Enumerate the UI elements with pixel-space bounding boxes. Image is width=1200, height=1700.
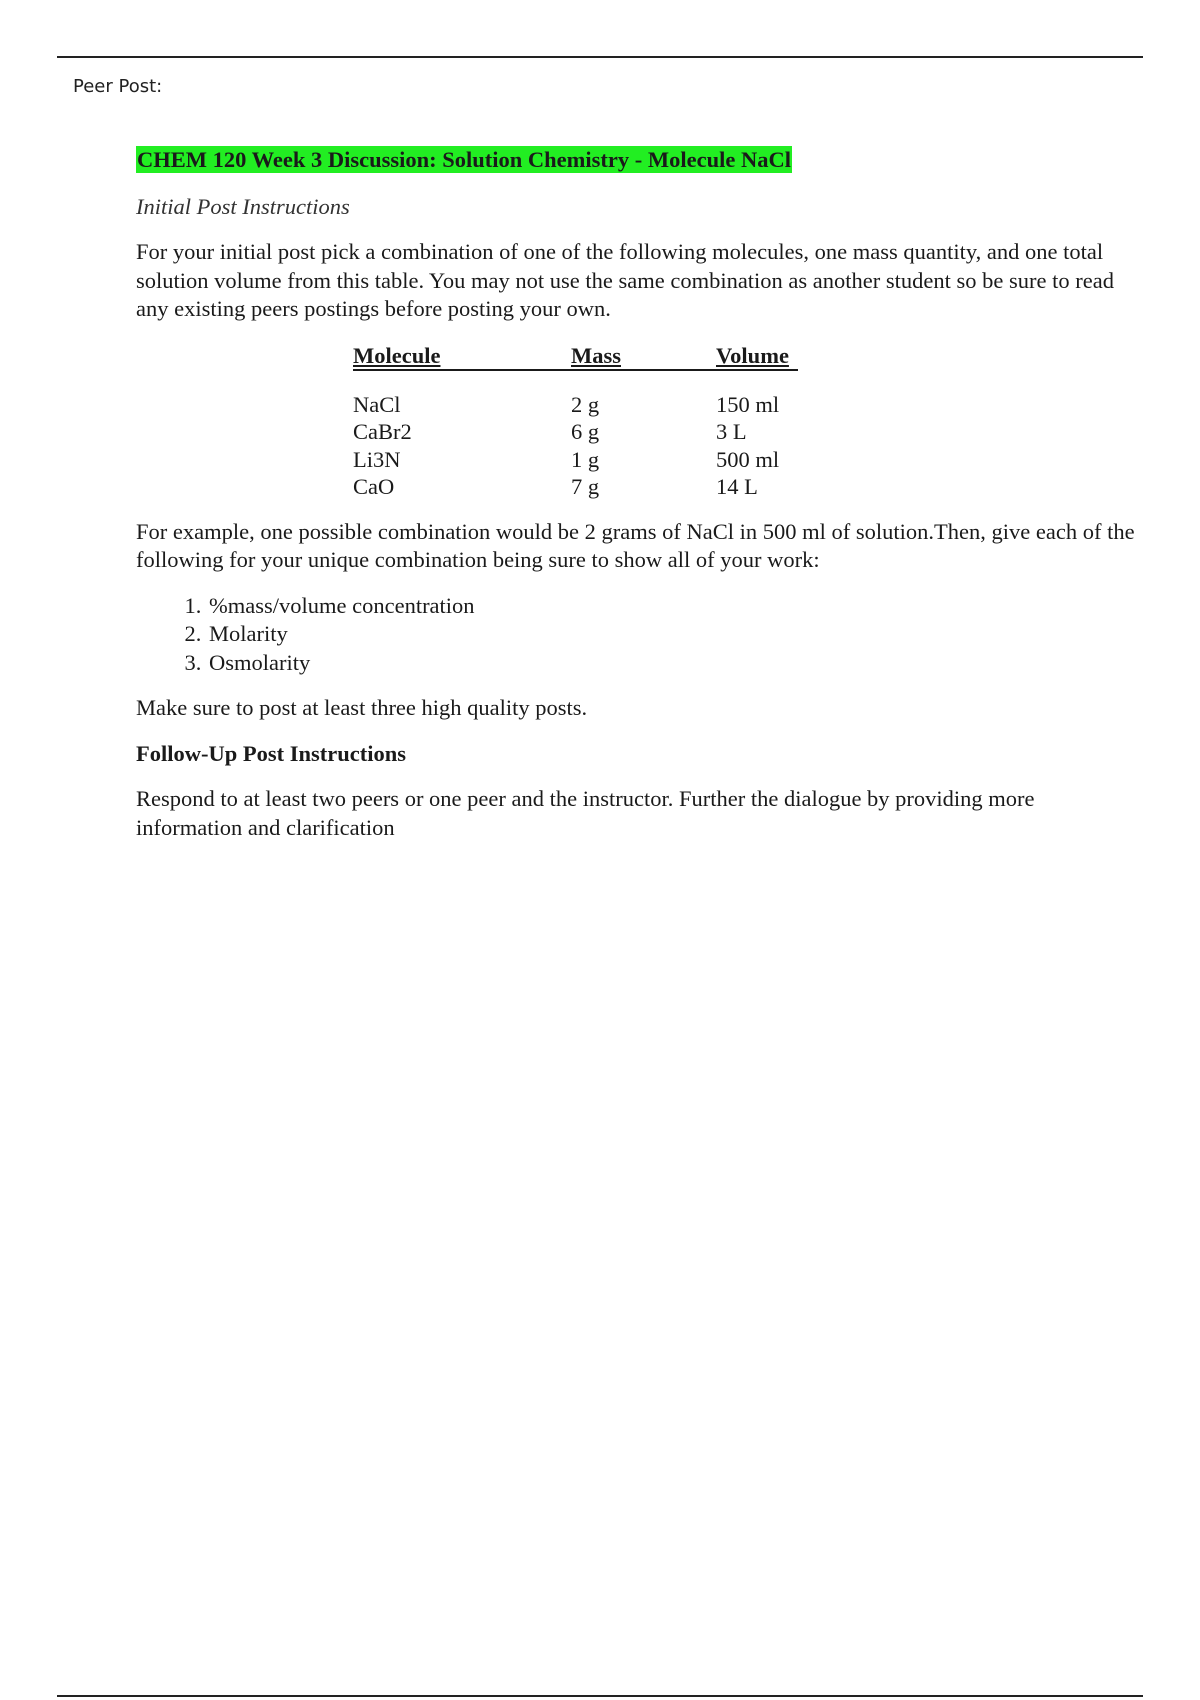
intro-paragraph: For your initial post pick a combination of one of the following molecules, one mass quantity, and one total solution volume from this table. You may not use the same combination as another student so be sure to read any existing peers postings before posting your own. [136, 239, 1114, 321]
table-cell-molecule: NaCl [353, 391, 401, 417]
table-cell-molecule: CaBr2 [353, 419, 412, 444]
list-item: 3. Osmolarity [207, 649, 1146, 678]
list-item: 1. %mass/volume concentration [207, 592, 1146, 621]
example-paragraph: For example, one possible combination would be 2 grams of NaCl in 500 ml of solution.Then, give each of the following for your unique combination being sure to show all of your work: [136, 518, 1135, 572]
table-cell-volume: 3 L [716, 419, 747, 444]
table-row [353, 418, 798, 446]
table-row [353, 391, 798, 419]
page-header-label: Peer Post: [73, 76, 163, 97]
followup-heading: Follow-Up Post Instructions [136, 740, 407, 766]
table-header-row [353, 343, 798, 370]
calculation-list [136, 592, 1146, 678]
table-row [353, 446, 798, 474]
column-header-volume: Volume [716, 343, 798, 370]
list-item: 2. Molarity [207, 620, 1146, 649]
table-row [353, 473, 798, 501]
table-cell-mass: 1 g [571, 446, 600, 472]
column-header-mass: Mass [571, 343, 716, 370]
molecule-table [353, 343, 798, 501]
top-rule [57, 56, 1143, 58]
table-cell-mass: 2 g [571, 391, 600, 417]
document-body [136, 146, 1146, 842]
table-cell-volume: 150 ml [716, 391, 780, 417]
quality-note: Make sure to post at least three high quality posts. [136, 695, 588, 720]
followup-paragraph: Respond to at least two peers or one peer and the instructor. Further the dialogue by providing more information and clarification [136, 786, 1035, 840]
table-cell-molecule: Li3N [353, 446, 401, 472]
initial-post-heading: Initial Post Instructions [136, 193, 350, 219]
table-cell-molecule: CaO [353, 474, 395, 499]
table-cell-mass: 6 g [571, 419, 600, 444]
column-header-molecule: Molecule [353, 343, 571, 370]
table-cell-volume: 500 ml [716, 446, 780, 472]
bottom-rule [57, 1695, 1143, 1697]
document-title: CHEM 120 Week 3 Discussion: Solution Chemistry - Molecule NaCl [137, 147, 791, 172]
table-cell-mass: 7 g [571, 474, 600, 499]
table-cell-volume: 14 L [716, 474, 758, 499]
